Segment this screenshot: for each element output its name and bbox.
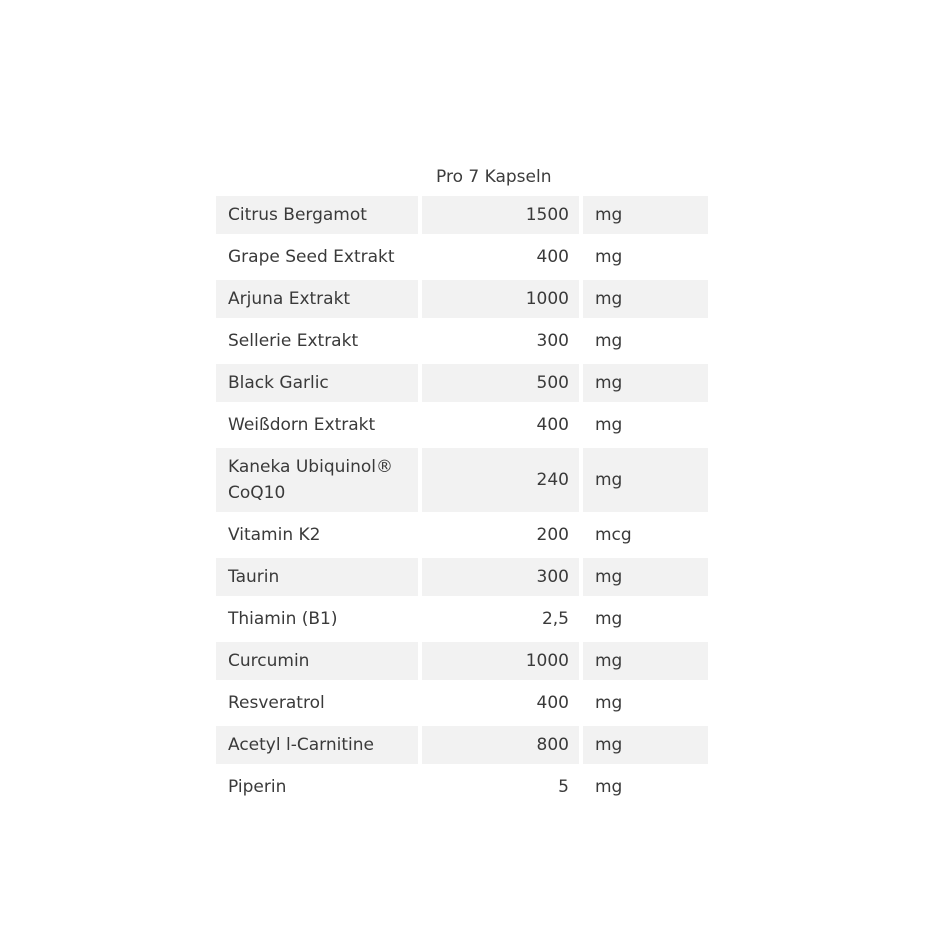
table-row bbox=[216, 364, 708, 402]
ingredient-name: Resveratrol bbox=[228, 693, 325, 713]
ingredient-amount: 400 bbox=[536, 415, 569, 435]
table-row bbox=[216, 280, 708, 318]
table-row bbox=[216, 238, 708, 276]
ingredient-unit: mg bbox=[595, 693, 623, 713]
table-row bbox=[216, 448, 708, 512]
ingredient-name: Thiamin (B1) bbox=[228, 609, 338, 629]
ingredient-amount: 300 bbox=[536, 331, 569, 351]
ingredient-amount: 800 bbox=[422, 726, 579, 764]
table-row bbox=[216, 406, 708, 444]
ingredient-unit: mg bbox=[583, 196, 708, 234]
ingredient-name: Sellerie Extrakt bbox=[228, 331, 359, 351]
ingredient-unit: mg bbox=[595, 331, 623, 351]
ingredient-name: Weißdorn Extrakt bbox=[228, 415, 376, 435]
table-row bbox=[216, 322, 708, 360]
ingredient-unit: mg bbox=[595, 609, 623, 629]
ingredient-unit: mg bbox=[583, 558, 708, 596]
ingredient-unit: mg bbox=[595, 247, 623, 267]
ingredient-name: Black Garlic bbox=[216, 364, 418, 402]
ingredient-name: Piperin bbox=[228, 777, 287, 797]
ingredients-table-body bbox=[216, 196, 708, 806]
table-row bbox=[216, 516, 708, 554]
ingredient-unit: mg bbox=[583, 642, 708, 680]
ingredient-name: Kaneka Ubiquinol® CoQ10 bbox=[216, 448, 418, 512]
ingredient-amount: 1500 bbox=[422, 196, 579, 234]
ingredients-table bbox=[212, 192, 712, 810]
ingredient-name: Acetyl l-Carnitine bbox=[216, 726, 418, 764]
ingredient-amount: 5 bbox=[558, 777, 569, 797]
table-row bbox=[216, 196, 708, 234]
table-row bbox=[216, 768, 708, 806]
ingredient-amount: 300 bbox=[422, 558, 579, 596]
table-row bbox=[216, 558, 708, 596]
ingredient-unit: mg bbox=[583, 726, 708, 764]
ingredient-amount: 400 bbox=[536, 247, 569, 267]
ingredient-name: Curcumin bbox=[216, 642, 418, 680]
ingredient-amount: 240 bbox=[422, 448, 579, 512]
table-row bbox=[216, 684, 708, 722]
ingredient-amount: 400 bbox=[536, 693, 569, 713]
ingredient-amount: 1000 bbox=[422, 642, 579, 680]
ingredient-amount: 500 bbox=[422, 364, 579, 402]
ingredient-amount: 1000 bbox=[422, 280, 579, 318]
table-row bbox=[216, 600, 708, 638]
ingredient-unit: mcg bbox=[595, 525, 632, 545]
ingredient-unit: mg bbox=[595, 415, 623, 435]
ingredient-unit: mg bbox=[595, 777, 623, 797]
ingredient-amount: 200 bbox=[536, 525, 569, 545]
serving-size-label: Pro 7 Kapseln bbox=[436, 167, 552, 187]
ingredient-name: Vitamin K2 bbox=[228, 525, 321, 545]
ingredient-name: Arjuna Extrakt bbox=[216, 280, 418, 318]
table-header bbox=[0, 164, 944, 190]
ingredient-unit: mg bbox=[583, 364, 708, 402]
table-row bbox=[216, 726, 708, 764]
ingredient-name: Citrus Bergamot bbox=[216, 196, 418, 234]
ingredient-name: Grape Seed Extrakt bbox=[228, 247, 395, 267]
ingredient-amount: 2,5 bbox=[541, 609, 569, 629]
ingredient-name: Taurin bbox=[216, 558, 418, 596]
table-row bbox=[216, 642, 708, 680]
ingredient-unit: mg bbox=[583, 280, 708, 318]
ingredient-unit: mg bbox=[583, 448, 708, 512]
